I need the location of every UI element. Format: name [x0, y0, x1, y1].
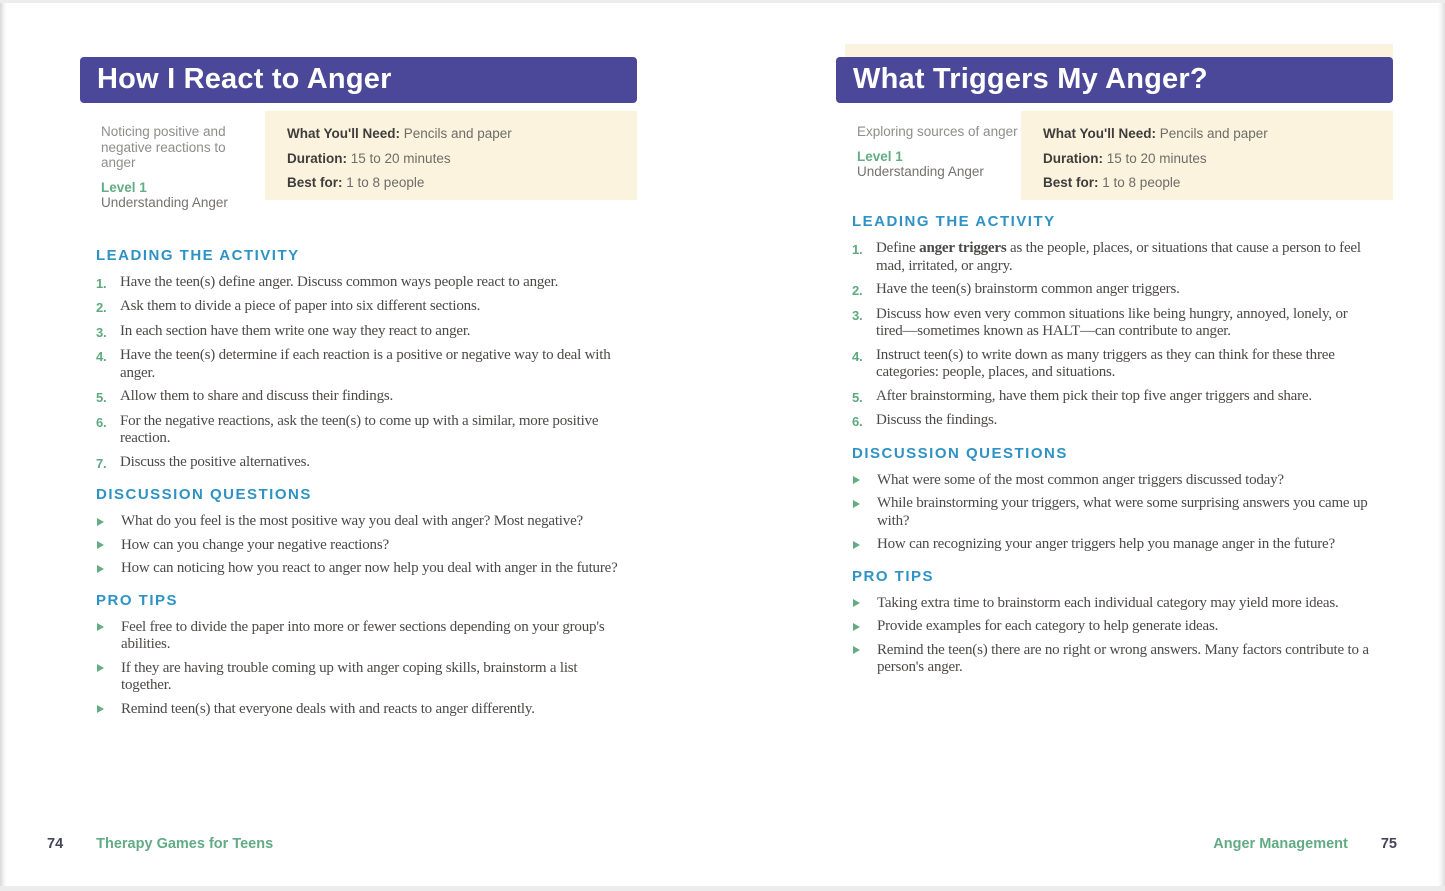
tips-list — [836, 595, 1393, 677]
bullet-text: Feel free to divide the paper into more or fewer sections depending on your group's abilities. — [121, 618, 605, 652]
level-block — [857, 149, 1011, 180]
step-text: In each section have them write one way they react to anger. — [120, 322, 471, 339]
activity-title: How I React to Anger — [97, 62, 392, 95]
info-label: Best for: — [287, 175, 343, 190]
bullet-text: How can noticing how you react to anger now help you deal with anger in the future? — [121, 560, 618, 576]
page-edge-right — [1438, 0, 1445, 891]
step-item — [852, 240, 1393, 275]
activity-meta — [80, 111, 265, 211]
page-number: 74 — [47, 836, 64, 852]
step-number: 5. — [852, 389, 863, 405]
step-text: Ask them to divide a piece of paper into six different sections. — [120, 298, 481, 314]
section-heading-discussion: DISCUSSION QUESTIONS — [852, 444, 1068, 462]
step-text: After brainstorming, have them pick their top five anger triggers and share. — [876, 387, 1312, 404]
step-item — [852, 347, 1393, 382]
info-box — [265, 111, 637, 200]
bullet-item — [96, 660, 637, 695]
info-box — [1021, 111, 1393, 200]
step-number: 4. — [96, 349, 107, 364]
activity-title: What Triggers My Anger? — [853, 62, 1208, 95]
level-name: Understanding Anger — [101, 195, 228, 210]
info-label: Duration: — [1043, 150, 1103, 166]
footer-book-title: Therapy Games for Teens — [96, 836, 274, 852]
triangle-right-icon — [853, 476, 860, 484]
step-number: 4. — [852, 348, 863, 364]
step-text: Have the teen(s) define anger. Discuss common ways people react to anger. — [120, 273, 559, 290]
step-item — [96, 388, 637, 407]
info-value: 15 to 20 minutes — [1106, 150, 1207, 166]
level-block — [101, 180, 255, 211]
bullet-text: If they are having trouble coming up with anger coping skills, brainstorm a list together. — [121, 659, 578, 693]
footer-left — [47, 836, 273, 852]
step-item — [96, 413, 637, 448]
bullet-item — [852, 618, 1393, 636]
bullet-text: Taking extra time to brainstorm each individual category may yield more ideas. — [877, 594, 1339, 611]
bullet-text: What were some of the most common anger triggers discussed today? — [877, 471, 1284, 488]
step-text: Have the teen(s) brainstorm common anger triggers. — [876, 281, 1180, 297]
triangle-right-icon — [97, 623, 104, 631]
activity-header — [80, 111, 637, 211]
bullet-text: Remind the teen(s) there are no right or wrong answers. Many factors contribute to a person's anger. — [877, 641, 1369, 675]
activity-title-banner — [80, 57, 637, 103]
step-text: For the negative reactions, ask the teen(s) to come up with a similar, more positive reaction. — [120, 412, 599, 446]
activity-tagline: Noticing positive and negative reactions to anger — [101, 124, 226, 170]
bullet-text: Remind teen(s) that everyone deals with and reacts to anger differently. — [121, 700, 535, 717]
step-item — [852, 306, 1393, 341]
info-row — [1043, 126, 1383, 141]
info-row — [287, 151, 627, 166]
step-text: Allow them to share and discuss their findings. — [120, 388, 394, 404]
step-item — [852, 388, 1393, 407]
step-number: 2. — [96, 300, 107, 315]
bullet-item — [96, 537, 637, 555]
section-heading-protips: PRO TIPS — [96, 591, 179, 609]
bullet-item — [96, 513, 637, 531]
questions-list — [80, 513, 637, 578]
level-label: Level 1 — [857, 148, 903, 164]
activity-meta — [836, 111, 1021, 200]
bullet-item — [852, 472, 1393, 490]
step-number: 2. — [852, 283, 863, 298]
section-heading-leading: LEADING THE ACTIVITY — [852, 213, 1056, 230]
bullet-text: How can you change your negative reactions? — [121, 536, 389, 553]
footer-chapter-title: Anger Management — [1213, 836, 1348, 852]
bullet-item — [96, 619, 637, 654]
tips-list — [80, 619, 637, 719]
level-label: Level 1 — [101, 179, 147, 195]
info-label: What You'll Need: — [1043, 126, 1156, 141]
activity-title-banner — [836, 57, 1393, 103]
page-right — [836, 0, 1393, 891]
triangle-right-icon — [853, 541, 860, 549]
activity-header — [836, 111, 1393, 200]
step-number: 5. — [96, 390, 107, 405]
section-heading-leading: LEADING THE ACTIVITY — [96, 246, 300, 264]
level-name: Understanding Anger — [857, 164, 984, 179]
step-item — [96, 347, 637, 382]
step-number: 3. — [852, 307, 863, 323]
footer-right — [1213, 836, 1397, 852]
info-row — [1043, 175, 1383, 190]
triangle-right-icon — [97, 664, 104, 672]
step-number: 6. — [852, 414, 863, 429]
info-value: Pencils and paper — [1159, 126, 1268, 141]
bullet-item — [852, 495, 1393, 530]
info-row — [1043, 151, 1383, 166]
step-number: 1. — [852, 242, 863, 257]
bullet-item — [852, 536, 1393, 554]
info-label: What You'll Need: — [287, 126, 400, 141]
section-heading-protips: PRO TIPS — [852, 567, 935, 585]
step-text: Have the teen(s) determine if each reaction is a positive or negative way to deal with anger. — [120, 347, 611, 381]
page-left — [80, 0, 637, 891]
step-item — [96, 454, 637, 473]
triangle-right-icon — [853, 500, 860, 508]
info-row — [287, 175, 627, 190]
page-number: 75 — [1380, 836, 1397, 852]
triangle-right-icon — [97, 705, 104, 713]
info-row — [287, 126, 627, 141]
bullet-item — [852, 595, 1393, 613]
info-value: 1 to 8 people — [346, 175, 425, 190]
bullet-text: How can recognizing your anger triggers help you manage anger in the future? — [877, 536, 1335, 552]
steps-list — [80, 274, 637, 473]
triangle-right-icon — [97, 518, 104, 526]
triangle-right-icon — [853, 599, 860, 607]
step-item — [852, 412, 1393, 431]
info-label: Duration: — [287, 150, 347, 166]
bullet-text: Provide examples for each category to help generate ideas. — [877, 618, 1219, 634]
bullet-item — [96, 701, 637, 719]
triangle-right-icon — [853, 646, 860, 654]
activity-tagline: Exploring sources of anger — [857, 124, 1018, 139]
step-number: 3. — [96, 324, 107, 340]
page-edge-left — [0, 0, 7, 891]
step-text: Discuss the positive alternatives. — [120, 453, 310, 470]
step-item — [852, 281, 1393, 300]
step-number: 6. — [96, 414, 107, 430]
info-value: 15 to 20 minutes — [350, 150, 451, 166]
triangle-right-icon — [97, 541, 104, 549]
step-number: 7. — [96, 455, 107, 471]
bullet-text: What do you feel is the most positive way you deal with anger? Most negative? — [121, 513, 583, 529]
section-heading-discussion: DISCUSSION QUESTIONS — [96, 486, 312, 503]
triangle-right-icon — [853, 623, 860, 631]
questions-list — [836, 472, 1393, 554]
step-text: Discuss the findings. — [876, 412, 998, 428]
step-text: Instruct teen(s) to write down as many triggers as they can think for these three categories: people, places, and situations. — [876, 346, 1335, 380]
step-text: Define anger triggers as the people, places, or situations that cause a person to feel mad, irritated, or angry. — [876, 240, 1361, 274]
bullet-item — [852, 642, 1393, 677]
step-number: 1. — [96, 275, 107, 291]
triangle-right-icon — [97, 565, 104, 573]
info-value: 1 to 8 people — [1102, 175, 1181, 190]
bullet-item — [96, 560, 637, 578]
info-value: Pencils and paper — [403, 126, 512, 141]
info-label: Best for: — [1043, 175, 1099, 190]
step-item — [96, 274, 637, 293]
steps-list — [836, 240, 1393, 431]
bullet-text: While brainstorming your triggers, what were some surprising answers you came up with? — [877, 495, 1368, 529]
step-text: Discuss how even very common situations like being hungry, annoyed, lonely, or tired—sometimes known as HALT—can contribute to anger. — [876, 305, 1348, 339]
step-item — [96, 323, 637, 342]
step-item — [96, 298, 637, 317]
